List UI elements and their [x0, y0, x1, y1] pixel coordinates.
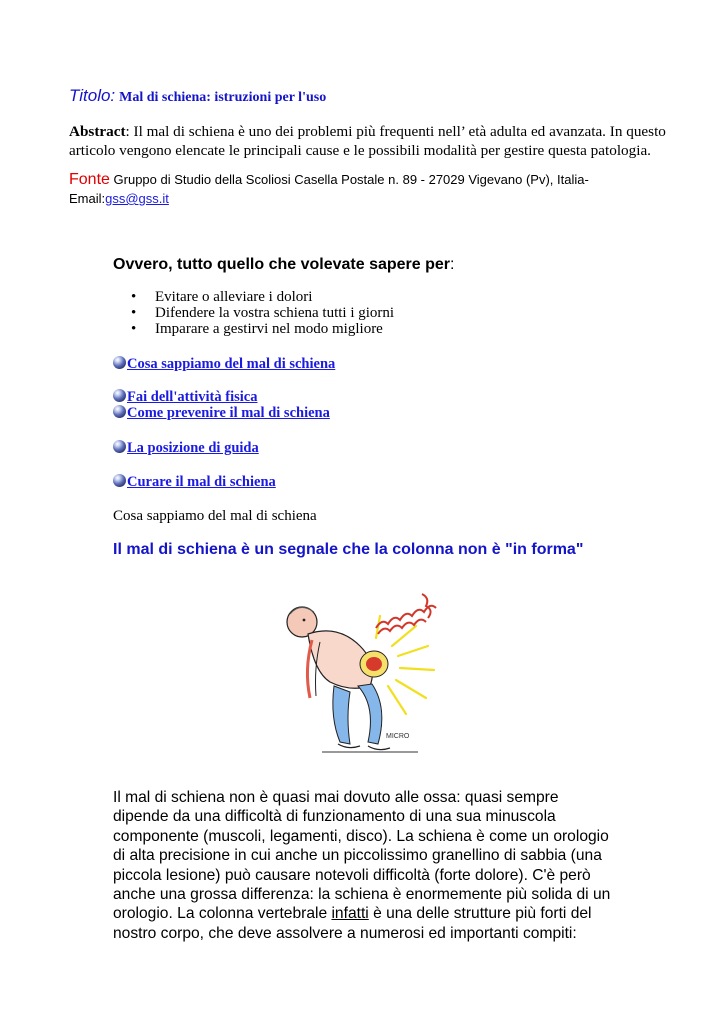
back-pain-illustration [268, 574, 458, 774]
body-text-part1: Il mal di schiena non è quasi mai dovuto alle ossa: quasi sempre dipende da una difficoltà di funzionamento di una sua minuscola componente (muscoli, legamenti, disco). La schiena è come un orologio di alta precisione in cui anche un piccolissimo granellino di sabbia (una piccola lesione) può causare notevoli difficoltà (forte dolore). C'è però anche una grossa differenza: la schiena è enormemente più solida di un orologio. La colonna vertebrale [113, 789, 611, 923]
blue-ball-icon [113, 389, 126, 402]
bullet-icon: • [131, 305, 137, 321]
nav-link-prevenire[interactable]: Come prevenire il mal di schiena [127, 405, 330, 421]
title-label: Titolo: [69, 86, 116, 105]
section-subheading [113, 256, 454, 274]
nav-link-row [113, 405, 330, 422]
nav-link-row [113, 356, 335, 373]
subheading-text: Ovvero, tutto quello che volevate sapere per [113, 256, 450, 273]
list-item-text: Evitare o alleviare i dolori [155, 289, 313, 305]
goals-list [113, 289, 394, 337]
nav-link-posizione-guida[interactable]: La posizione di guida [127, 440, 259, 456]
source-paragraph [69, 170, 669, 208]
source-label: Fonte [69, 171, 110, 188]
source-text: Gruppo di Studio della Scoliosi Casella Postale n. 89 - 27029 Vigevano (Pv), Italia- Email: [69, 172, 589, 206]
list-item [113, 321, 394, 337]
bullet-icon: • [131, 289, 137, 305]
nav-link-curare[interactable]: Curare il mal di schiena [127, 474, 276, 490]
title-line [69, 86, 326, 106]
section-heading: Il mal di schiena è un segnale che la colonna non è "in forma" [113, 541, 584, 558]
nav-link-row [113, 474, 276, 491]
blue-ball-icon [113, 356, 126, 369]
email-link[interactable]: gss@gss.it [105, 191, 169, 206]
abstract-label: Abstract [69, 123, 126, 140]
list-item [113, 289, 394, 305]
nav-link-cosa-sappiamo[interactable]: Cosa sappiamo del mal di schiena [127, 356, 336, 372]
blue-ball-icon [113, 440, 126, 453]
nav-link-attivita-fisica[interactable]: Fai dell'attività fisica [127, 389, 258, 405]
nav-link-row [113, 440, 259, 457]
body-underlined-word: infatti [331, 905, 369, 923]
nav-link-row [113, 389, 257, 406]
list-item-text: Difendere la vostra schiena tutti i giorni [155, 305, 395, 321]
abstract-paragraph [69, 122, 669, 160]
list-item-text: Imparare a gestirvi nel modo migliore [155, 321, 383, 337]
body-paragraph [113, 788, 613, 943]
body-text-part2: è una delle strutture più forti del nostro corpo, che deve assolvere a numerosi ed importanti compiti: [113, 905, 592, 942]
subheading-colon: : [450, 256, 455, 273]
bullet-icon: • [131, 321, 137, 337]
blue-ball-icon [113, 405, 126, 418]
blue-ball-icon [113, 474, 126, 487]
abstract-text: : Il mal di schiena è uno dei problemi più frequenti nell’ età adulta ed avanzata. In questo articolo vengono elencate le principali cause e le possibili modalità per gestire questa patologia. [69, 123, 666, 159]
plain-caption: Cosa sappiamo del mal di schiena [113, 508, 317, 524]
list-item [113, 305, 394, 321]
illustration-signature: MICRO [386, 733, 410, 740]
page-title: Mal di schiena: istruzioni per l'uso [119, 90, 327, 105]
